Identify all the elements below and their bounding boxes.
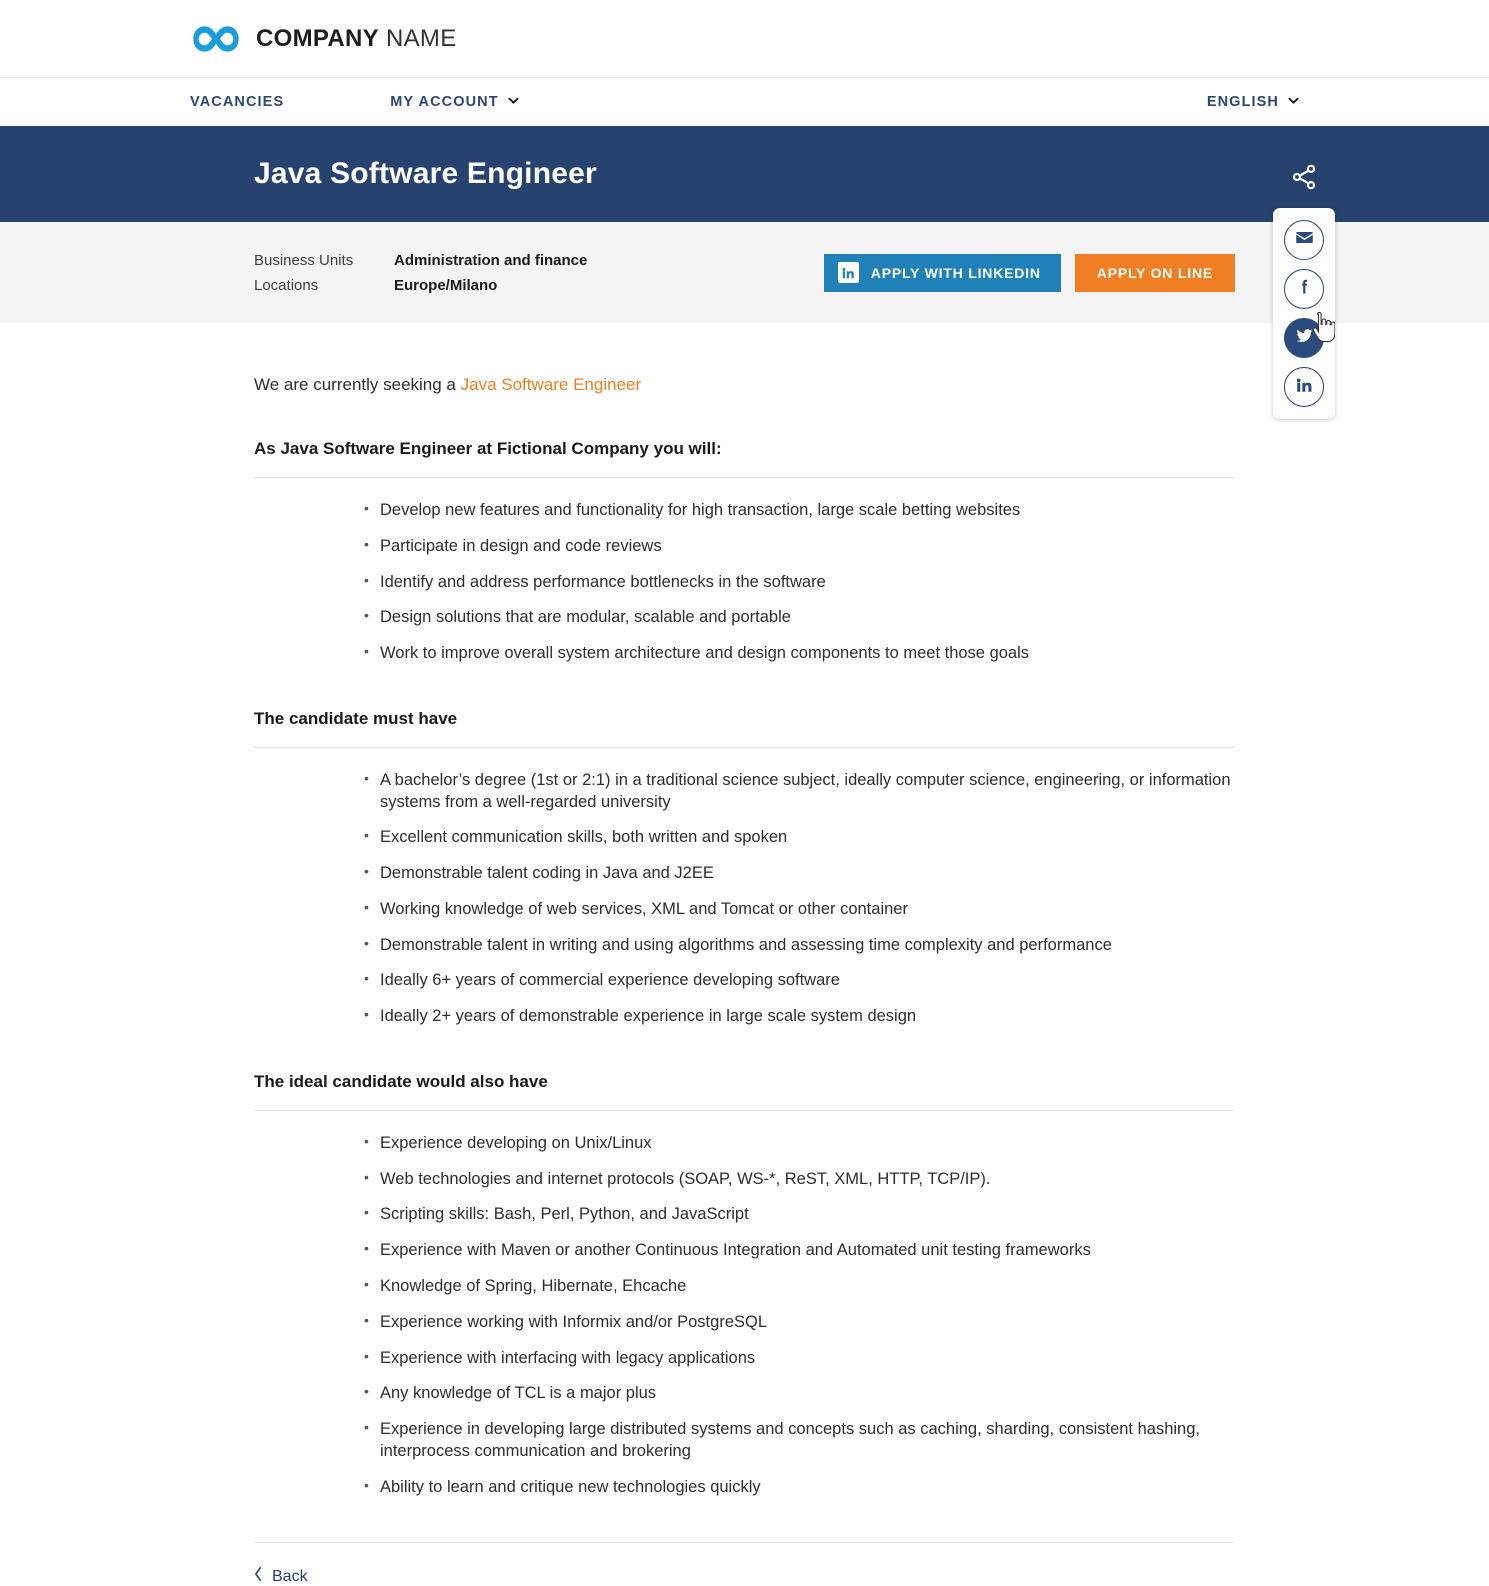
vacancy-info-bar bbox=[0, 222, 1489, 323]
list-item: • Participate in design and code reviews bbox=[364, 536, 1235, 558]
list-item: • Excellent communication skills, both written and spoken bbox=[364, 827, 1235, 849]
lead-paragraph bbox=[254, 375, 1235, 395]
share-icon bbox=[1290, 163, 1318, 196]
nav-right-group bbox=[1207, 94, 1299, 110]
meta-value-business-units: Administration and finance bbox=[394, 251, 588, 269]
list-item: • Experience with interfacing with legacy applications bbox=[364, 1348, 1235, 1370]
meta-label-locations: Locations bbox=[254, 276, 319, 294]
share-rail bbox=[1273, 150, 1335, 419]
nav-item-my-account-label: MY ACCOUNT bbox=[390, 94, 499, 110]
list-item: • Knowledge of Spring, Hibernate, Ehcache bbox=[364, 1276, 1235, 1298]
vacancy-content bbox=[0, 375, 1489, 1586]
section-heading-must-have: The candidate must have bbox=[254, 709, 1234, 748]
brand-logo[interactable] bbox=[190, 22, 457, 56]
meta-value-locations: Europe/Milano bbox=[394, 276, 498, 294]
list-item: • Develop new features and functionality for high transaction, large scale betting websites bbox=[364, 500, 1235, 522]
list-item: • Design solutions that are modular, scalable and portable bbox=[364, 607, 1235, 629]
envelope-icon bbox=[1295, 228, 1314, 252]
vacancy-meta bbox=[254, 252, 587, 294]
back-link[interactable] bbox=[254, 1567, 308, 1586]
apply-actions bbox=[824, 254, 1235, 292]
list-item: • Demonstrable talent in writing and using algorithms and assessing time complexity and performance bbox=[364, 935, 1235, 957]
brand-name bbox=[256, 25, 457, 53]
footer-divider bbox=[254, 1542, 1234, 1543]
apply-on-line-label: APPLY ON LINE bbox=[1096, 264, 1213, 281]
hero-banner bbox=[0, 126, 1489, 222]
linkedin-icon bbox=[838, 262, 859, 283]
apply-with-linkedin-label: APPLY WITH LINKEDIN bbox=[870, 264, 1041, 281]
list-item: • Experience developing on Unix/Linux bbox=[364, 1133, 1235, 1155]
list-item: • Experience in developing large distributed systems and concepts such as caching, sharding, consistent hashing, interprocess communication and brokering bbox=[364, 1419, 1235, 1463]
ideal-list bbox=[254, 1133, 1235, 1498]
nav-item-my-account[interactable] bbox=[390, 94, 518, 110]
linkedin-icon bbox=[1295, 376, 1313, 399]
nav-left-group bbox=[190, 94, 519, 110]
language-selector-label: ENGLISH bbox=[1206, 94, 1279, 110]
logo-bar bbox=[0, 0, 1489, 78]
list-item: • Web technologies and internet protocols (SOAP, WS-*, ReST, XML, HTTP, TCP/IP). bbox=[364, 1169, 1235, 1191]
list-item: • Experience with Maven or another Continuous Integration and Automated unit testing frameworks bbox=[364, 1240, 1235, 1262]
brand-name-light: NAME bbox=[385, 24, 457, 52]
lead-job-link[interactable]: Java Software Engineer bbox=[460, 375, 642, 394]
apply-on-line-button[interactable] bbox=[1075, 254, 1235, 292]
list-item: • A bachelor’s degree (1st or 2:1) in a traditional science subject, ideally computer science, engineering, or information systems from a well-regarded university bbox=[364, 770, 1235, 814]
list-item: • Scripting skills: Bash, Perl, Python, and JavaScript bbox=[364, 1204, 1235, 1226]
meta-label-business-units: Business Units bbox=[254, 251, 354, 269]
share-email-button[interactable] bbox=[1284, 220, 1324, 260]
nav-item-vacancies[interactable] bbox=[190, 94, 284, 110]
share-twitter-button[interactable] bbox=[1284, 318, 1324, 358]
list-item: • Ideally 2+ years of demonstrable experience in large scale system design bbox=[364, 1006, 1235, 1028]
chevron-left-icon bbox=[254, 1567, 263, 1586]
lead-prefix: We are currently seeking a bbox=[254, 375, 461, 394]
chevron-down-icon bbox=[508, 94, 519, 110]
nav-item-vacancies-label: VACANCIES bbox=[190, 94, 285, 110]
main-navigation bbox=[0, 78, 1489, 126]
share-toggle-button[interactable] bbox=[1273, 150, 1335, 208]
brand-name-bold: COMPANY bbox=[256, 24, 379, 52]
chevron-down-icon bbox=[1288, 94, 1299, 110]
section-heading-ideal: The ideal candidate would also have bbox=[254, 1072, 1234, 1111]
language-selector[interactable] bbox=[1207, 94, 1299, 110]
list-item: • Identify and address performance bottlenecks in the software bbox=[364, 572, 1235, 594]
share-linkedin-button[interactable] bbox=[1284, 367, 1324, 407]
page-title: Java Software Engineer bbox=[254, 157, 597, 190]
twitter-icon bbox=[1295, 326, 1314, 350]
back-link-label: Back bbox=[272, 1567, 308, 1585]
share-panel bbox=[1273, 208, 1335, 419]
infinity-icon bbox=[190, 22, 242, 56]
facebook-icon bbox=[1295, 277, 1314, 301]
list-item: • Working knowledge of web services, XML and Tomcat or other container bbox=[364, 899, 1235, 921]
list-item: • Ability to learn and critique new technologies quickly bbox=[364, 1477, 1235, 1499]
apply-with-linkedin-button[interactable] bbox=[824, 254, 1061, 292]
list-item: • Work to improve overall system architecture and design components to meet those goals bbox=[364, 643, 1235, 665]
list-item: • Any knowledge of TCL is a major plus bbox=[364, 1383, 1235, 1405]
must-have-list bbox=[254, 770, 1235, 1028]
list-item: • Experience working with Informix and/or PostgreSQL bbox=[364, 1312, 1235, 1334]
section-heading-responsibilities: As Java Software Engineer at Fictional Company you will: bbox=[254, 439, 1234, 478]
list-item: • Demonstrable talent coding in Java and J2EE bbox=[364, 863, 1235, 885]
list-item: • Ideally 6+ years of commercial experience developing software bbox=[364, 970, 1235, 992]
share-facebook-button[interactable] bbox=[1284, 269, 1324, 309]
responsibilities-list bbox=[254, 500, 1235, 665]
